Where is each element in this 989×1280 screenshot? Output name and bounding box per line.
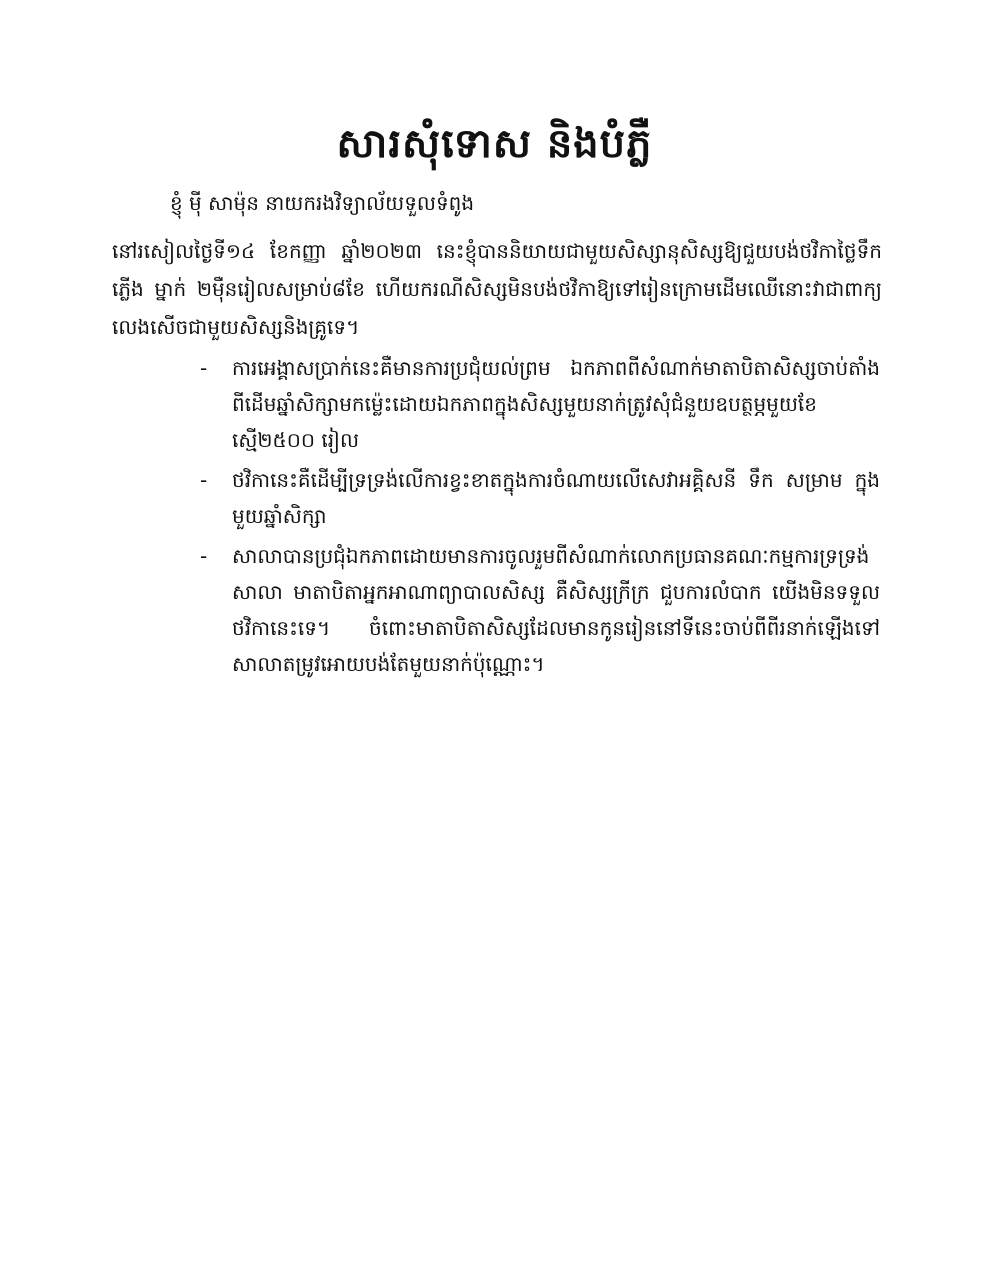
list-item [200, 462, 880, 534]
body-paragraph: នៅរសៀលថ្ងៃទី១៤ ខែកញ្ញា ឆ្នាំ២០២៣ នេះខ្ញុំបាននិយាយជាមួយសិស្សានុសិស្សឱ្យជួយបង់ថវិកាថ្លៃទឹកភ្លើង ម្នាក់ ២ម៉ឺនរៀលសម្រាប់៨ខែ ហើយករណីសិស្សមិនបង់ថវិកាឱ្យទៅរៀនក្រោមដើមឈើនោះវាជាពាក្យលេងសើចជាមួយសិស្សនិងគ្រូទេ។ [112, 239, 882, 339]
list-item-text: ការអេង្គាសប្រាក់នេះគឺមានការប្រជុំយល់ព្រម ឯកភាពពីសំណាក់មាតាបិតាសិស្សចាប់តាំងពីដើមឆ្នាំសិក្សាមកម្ល៉េះដោយឯកភាពក្នុងសិស្សមួយនាក់ត្រូវសុំជំនួយឧបត្ថម្ភមួយខែស្មើ២៥០០ រៀល [232, 356, 880, 452]
list-item [200, 538, 880, 682]
bullet-list [200, 350, 880, 686]
document-title: សារសុំទោស និងបំភ្លឺ [336, 121, 653, 167]
author-intro: ខ្ញុំ ម៉ី សាម៉ុន នាយករងវិទ្យាល័យទួលទំពូង [170, 191, 475, 215]
list-item-text: សាលាបានប្រជុំឯកភាពដោយមានការចូលរួមពីសំណាក់លោកប្រធានគណៈកម្មការទ្រទ្រង់សាលា មាតាបិតាអ្នកអាណាព្យាបាលសិស្ស គឺសិស្សក្រីក្រ ជួបការលំបាក យើងមិនទទួលថវិកានេះទេ។ ចំពោះមាតាបិតាសិស្សដែលមានកូនរៀននៅទីនេះចាប់ពីពីរនាក់ឡើងទៅ សាលាតម្រូវអោយបង់តែមួយនាក់ប៉ុណ្ណោះ។ [232, 544, 880, 676]
list-item [200, 350, 880, 458]
list-item-text: ថវិកានេះគឺដើម្បីទ្រទ្រង់លើការខ្វះខាតក្នុងការចំណាយលើសេវាអគ្គិសនី ទឹក សម្រាម ក្នុងមួយឆ្នាំសិក្សា [232, 468, 880, 528]
bullet-dash: - [200, 468, 208, 492]
bullet-dash: - [200, 356, 208, 380]
bullet-dash: - [200, 544, 208, 568]
